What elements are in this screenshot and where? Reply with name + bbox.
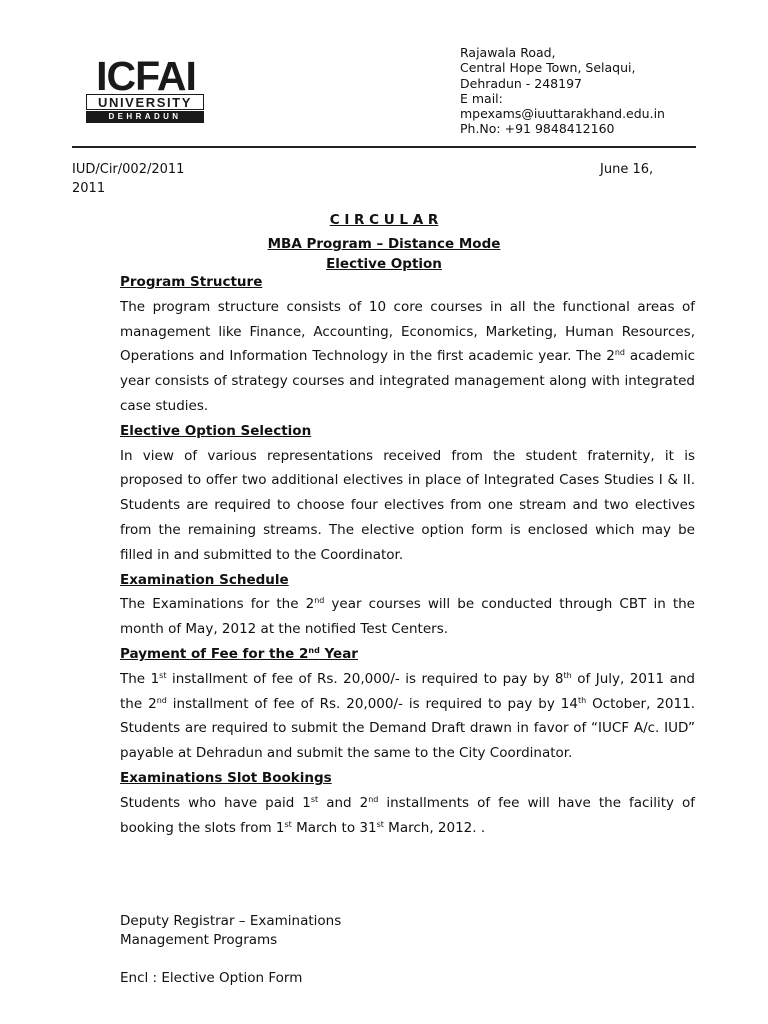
elective-option-title: Elective Option — [326, 256, 442, 272]
email-label: E mail: — [460, 90, 503, 106]
address-line-2: Central Hope Town, Selaqui, — [460, 60, 636, 76]
icfai-university-logo — [86, 53, 206, 124]
payment-text: The 1st installment of fee of Rs. 20,000/- is required to pay by 8th of July, 2011 and the 2nd installment of fee of Rs. 20,000/- is required to pay by 14th October, 2011. Students are required to submit the Demand Draft drawn in favor of “IUCF A/c. IUD” payable at Dehradun and submit the same to the City Coordinator. — [120, 670, 695, 762]
payment-heading: Payment of Fee for the 2nd Year — [120, 645, 358, 662]
signatory-title: Deputy Registrar – Examinations — [120, 913, 342, 929]
slot-booking-text: Students who have paid 1st and 2nd installments of fee will have the facility of booking the slots from 1st March to 31st March, 2012. . — [120, 794, 695, 836]
exam-schedule-heading: Examination Schedule — [120, 571, 289, 588]
logo-campus: DEHRADUN — [86, 111, 204, 123]
program-title: MBA Program – Distance Mode — [267, 236, 501, 252]
enclosure-note: Encl : Elective Option Form — [120, 970, 303, 986]
address-block — [460, 45, 665, 137]
circular-date-part1: June 16, — [600, 162, 654, 177]
email-address: mpexams@iuuttarakhand.edu.in — [460, 106, 665, 122]
reference-number: IUD/Cir/002/2011 — [72, 162, 185, 177]
exam-schedule-text: The Examinations for the 2nd year courses will be conducted through CBT in the month of May, 2012 at the notified Test Centers. — [120, 596, 695, 638]
elective-selection-text: In view of various representations received from the student fraternity, it is proposed to offer two additional electives in place of Integrated Cases Studies I & II. Students are required to choose four electives from one stream and two electives from the remaining streams. The elective option form is enclosed which may be filled in and submitted to the Coordinator. — [120, 447, 695, 563]
closing-block — [120, 912, 341, 988]
program-structure-text: The program structure consists of 10 core courses in all the functional areas of management like Finance, Accounting, Economics, Marketing, Human Resources, Operations and Information Technology in the first academic year. The 2nd academic year consists of strategy courses and integrated management along with integrated case studies. — [120, 298, 695, 414]
circular-date-part2: 2011 — [72, 181, 106, 196]
elective-selection-heading: Elective Option Selection — [120, 422, 312, 439]
slot-booking-heading: Examinations Slot Bookings — [120, 769, 332, 786]
circular-title: C I R C U L A R — [329, 212, 439, 228]
program-structure-heading: Program Structure — [120, 274, 263, 290]
circular-body — [120, 270, 695, 840]
header-divider — [72, 146, 696, 148]
address-line-3: Dehradun - 248197 — [460, 75, 582, 91]
address-line-1: Rajawala Road, — [460, 45, 556, 60]
phone-number: Ph.No: +91 9848412160 — [460, 121, 615, 137]
logo-name: ICFAI — [86, 58, 206, 94]
logo-university: UNIVERSITY — [86, 94, 204, 110]
signatory-department: Management Programs — [120, 932, 278, 948]
